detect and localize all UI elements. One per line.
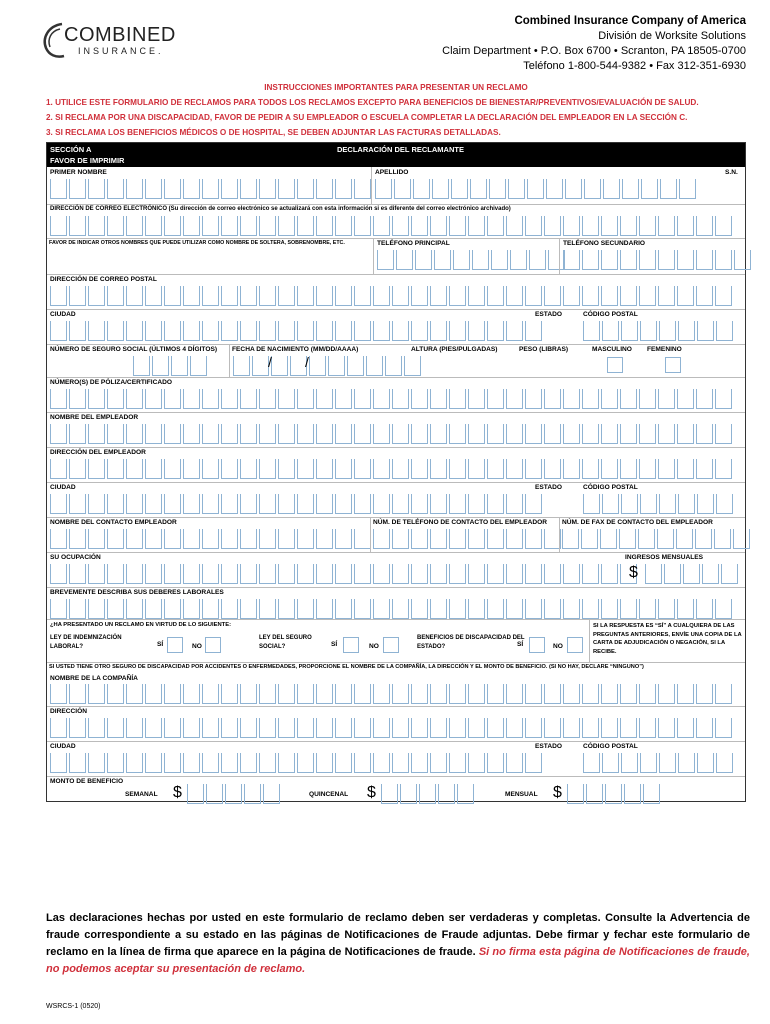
female-checkbox[interactable] [665, 357, 681, 373]
male-checkbox[interactable] [607, 357, 623, 373]
workers-comp-label: LEY DE INDEMNIZACIÓN LABORAL? [50, 635, 122, 650]
zip-label: CÓDIGO POSTAL [583, 311, 638, 318]
claim-form [46, 142, 746, 802]
policy-input[interactable] [50, 389, 734, 409]
instruction-item: 2. SI RECLAMA POR UNA DISCAPACIDAD, FAVOR DE PEDIR A SU EMPLEADOR O ESCUELA COMPLETAR LA DECLARACIÓN DEL EMPLEADOR EN LA SECCIÓN C. [46, 113, 688, 122]
zip-input[interactable] [583, 321, 735, 341]
benefit-amount-label: MONTO DE BENEFICIO [50, 778, 124, 785]
logo-wordmark: COMBINED [64, 24, 176, 46]
email-row [47, 204, 745, 239]
state-disability-label: BENEFICIOS DE DISCAPACIDAD DEL ESTADO? [417, 635, 525, 650]
first-name-input[interactable] [50, 179, 373, 199]
section-header [47, 143, 745, 167]
social-security-label: LEY DEL SEGURO SOCIAL? [259, 635, 312, 650]
dob-input[interactable] [233, 356, 423, 376]
division: División de Worksite Solutions [598, 30, 746, 42]
monthly-income-label: INGRESOS MENSUALES [625, 554, 704, 561]
duties-row [47, 587, 745, 620]
biweekly-input[interactable] [381, 784, 476, 804]
instructions [46, 80, 746, 140]
monthly-dollar-sign: $ [553, 784, 562, 801]
employer-address-label: DIRECCIÓN DEL EMPLEADOR [50, 449, 146, 456]
monthly-income-input[interactable] [645, 564, 740, 584]
biweekly-label: QUINCENAL [309, 791, 349, 798]
insurance-address-row [47, 706, 745, 742]
company-name-label: NOMBRE DE LA COMPAÑÍA [50, 675, 138, 682]
last-name-input[interactable] [375, 179, 698, 199]
phone-primary-input[interactable] [377, 250, 567, 270]
yes-note: SI LA RESPUESTA ES “SÍ” A CUALQUIERA DE LAS PREGUNTAS ANTERIORES, ENVÍE UNA COPIA DE LA CARTA DE ADJUDICACIÓN O NEGACIÓN, SI LA RECIBE. [593, 623, 742, 655]
email-input[interactable] [50, 216, 734, 236]
workers-comp-yes-checkbox[interactable] [167, 637, 183, 653]
phone-secondary-label: TELÉFONO SECUNDARIO [563, 240, 646, 247]
ssn-input[interactable] [133, 356, 209, 376]
insurance-city-input[interactable] [50, 753, 544, 773]
weekly-label: SEMANAL [125, 791, 158, 798]
employer-fax-input[interactable] [562, 529, 752, 549]
employer-name-label: NOMBRE DEL EMPLEADOR [50, 414, 139, 421]
employer-contact-input[interactable] [50, 529, 373, 549]
other-insurance-row [47, 662, 745, 707]
monthly-label: MENSUAL [505, 791, 538, 798]
weekly-input[interactable] [187, 784, 282, 804]
monthly-input[interactable] [567, 784, 662, 804]
company-header [442, 14, 746, 74]
phone-fax: Teléfono 1-800-544-9382 • Fax 312-351-6930 [523, 60, 746, 72]
address: Claim Department • P.O. Box 6700 • Scranton, PA 18505-0700 [442, 45, 746, 57]
occupation-row [47, 552, 745, 588]
state-disability-yes-checkbox[interactable] [529, 637, 545, 653]
weekly-dollar-sign: $ [173, 784, 182, 801]
ssn-label: NÚMERO DE SEGURO SOCIAL (ÚLTIMOS 4 DÍGITOS) [50, 346, 218, 353]
fraud-warning: Si no firma esta página de Notificaciones de fraude, no podemos aceptar su presentación de reclamo. [46, 946, 750, 975]
city-input[interactable] [50, 321, 544, 341]
social-security-yes-checkbox[interactable] [343, 637, 359, 653]
height-label: ALTURA (PIES/PULGADAS) [411, 346, 498, 353]
insurance-state-label: ESTADO [535, 743, 562, 750]
employer-contact-label: NOMBRE DEL CONTACTO EMPLEADOR [50, 519, 177, 526]
section-name: SECCIÓN A [50, 145, 92, 154]
biweekly-dollar-sign: $ [367, 784, 376, 801]
phones-row [47, 238, 745, 275]
employer-state-label: ESTADO [535, 484, 562, 491]
state-disability-no-label: NO [553, 643, 563, 650]
phone-secondary-input[interactable] [563, 250, 753, 270]
male-label: MASCULINO [592, 346, 632, 353]
social-security-yes-label: SÍ [331, 641, 338, 648]
suffix-label: S.N. [725, 169, 738, 176]
social-security-no-label: NO [369, 643, 379, 650]
state-label: ESTADO [535, 311, 562, 318]
workers-comp-yes-label: SÍ [157, 641, 164, 648]
benefit-amount-row [47, 776, 745, 802]
workers-comp-no-label: NO [192, 643, 202, 650]
fraud-statement-text: Las declaraciones hechas por usted en este formulario de reclamo deben ser verdaderas y completas. Consulte la Advertencia de fraude correspondiente a su estado en las páginas de Notificaciones de Fraude adjuntas. Debe firmar y fechar este formulario de reclamo en la línea de firma que aparece en la página de Notificaciones de fraude. [46, 912, 750, 958]
fraud-statement [46, 910, 750, 978]
employer-zip-input[interactable] [583, 494, 735, 514]
last-name-label: APELLIDO [375, 169, 409, 176]
insurance-zip-label: CÓDIGO POSTAL [583, 743, 638, 750]
instruction-item: 3. SI RECLAMA LOS BENEFICIOS MÉDICOS O DE HOSPITAL, SE DEBEN ADJUNTAR LAS FACTURAS DETALLADAS. [46, 128, 501, 137]
insurance-address-label: DIRECCIÓN [50, 708, 87, 715]
employer-name-row [47, 412, 745, 448]
prior-claims-row [47, 619, 745, 663]
occupation-input[interactable] [50, 564, 639, 584]
claim-question-label: ¿HA PRESENTADO UN RECLAMO EN VIRTUD DE LO SIGUIENTE: [50, 622, 231, 628]
employer-contact-row [47, 517, 745, 553]
policy-row [47, 377, 745, 413]
insurance-city-row [47, 741, 745, 777]
female-label: FEMENINO [647, 346, 682, 353]
instructions-title: INSTRUCCIONES IMPORTANTES PARA PRESENTAR UN RECLAMO [264, 83, 528, 92]
employer-city-input[interactable] [50, 494, 544, 514]
first-name-label: PRIMER NOMBRE [50, 169, 107, 176]
state-disability-yes-label: SÍ [517, 641, 524, 648]
dollar-sign: $ [629, 564, 638, 581]
print-note: FAVOR DE IMPRIMIR [50, 156, 125, 165]
company-name-input[interactable] [50, 684, 734, 704]
social-security-no-checkbox[interactable] [383, 637, 399, 653]
instruction-item: 1. UTILICE ESTE FORMULARIO DE RECLAMOS PARA TODOS LOS RECLAMOS EXCEPTO PARA BENEFICIOS DE BIENESTAR/PREVENTIVOS/EVALUACIÓN DE SALUD. [46, 98, 699, 107]
other-insurance-label: SI USTED TIENE OTRO SEGURO DE DISCAPACIDAD POR ACCIDENTES O ENFERMEDADES, PROPORCIONE EL NOMBRE DE LA COMPAÑÍA, LA DIRECCIÓN Y EL MONTO DE BENEFICIO. (SI NO HAY, DECLARE “NINGUNO”) [49, 664, 644, 670]
mail-address-label: DIRECCIÓN DE CORREO POSTAL [50, 276, 157, 283]
employer-contact-phone-input[interactable] [373, 529, 563, 549]
employer-contact-phone-label: NÚM. DE TELÉFONO DE CONTACTO DEL EMPLEADOR [373, 519, 548, 526]
employer-city-row [47, 482, 745, 518]
duties-input[interactable] [50, 599, 734, 619]
section-title: DECLARACIÓN DEL RECLAMANTE [337, 145, 464, 154]
state-disability-no-checkbox[interactable] [567, 637, 583, 653]
phone-primary-label: TELÉFONO PRINCIPAL [377, 240, 450, 247]
occupation-label: SU OCUPACIÓN [50, 554, 101, 561]
employer-address-row [47, 447, 745, 483]
dob-label: FECHA DE NACIMIENTO (MM/DD/AAAA) [232, 346, 359, 353]
mail-address-row [47, 274, 745, 310]
employer-address-input[interactable] [50, 459, 734, 479]
company-name: Combined Insurance Company of America [514, 15, 746, 27]
weight-label: PESO (LIBRAS) [519, 346, 569, 353]
duties-label: BREVEMENTE DESCRIBA SUS DEBERES LABORALES [50, 589, 224, 596]
employer-name-input[interactable] [50, 424, 734, 444]
email-label: DIRECCIÓN DE CORREO ELECTRÓNICO (Su dirección de correo electrónico se actualizará con esta información si es diferente del correo electrónico archivado) [50, 206, 511, 212]
other-names-label: FAVOR DE INDICAR OTROS NOMBRES QUE PUEDE UTILIZAR COMO NOMBRE DE SOLTERA, SOBRENOMBRE, ETC. [49, 240, 345, 246]
name-row [47, 167, 745, 205]
employer-city-label: CIUDAD [50, 484, 76, 491]
insurance-city-label: CIUDAD [50, 743, 76, 750]
insurance-address-input[interactable] [50, 718, 734, 738]
employer-fax-label: NÚM. DE FAX DE CONTACTO DEL EMPLEADOR [562, 519, 713, 526]
city-row [47, 309, 745, 345]
workers-comp-no-checkbox[interactable] [205, 637, 221, 653]
employer-zip-label: CÓDIGO POSTAL [583, 484, 638, 491]
insurance-zip-input[interactable] [583, 753, 735, 773]
policy-label: NÚMERO(S) DE PÓLIZA/CERTIFICADO [50, 379, 172, 386]
city-label: CIUDAD [50, 311, 76, 318]
logo-subtitle: INSURANCE. [78, 46, 164, 56]
company-logo [40, 20, 220, 65]
personal-row: NÚMERO DE SEGURO SOCIAL (ÚLTIMOS 4 DÍGITOS) FECHA DE NACIMIENTO (MM/DD/AAAA) / / ALTURA (PIES/PULGADAS) PESO (LIBRAS) MASCULINO FEMENINO [47, 344, 745, 378]
mail-address-input[interactable] [50, 286, 734, 306]
form-code: WSRCS-1 (0520) [46, 1003, 101, 1010]
